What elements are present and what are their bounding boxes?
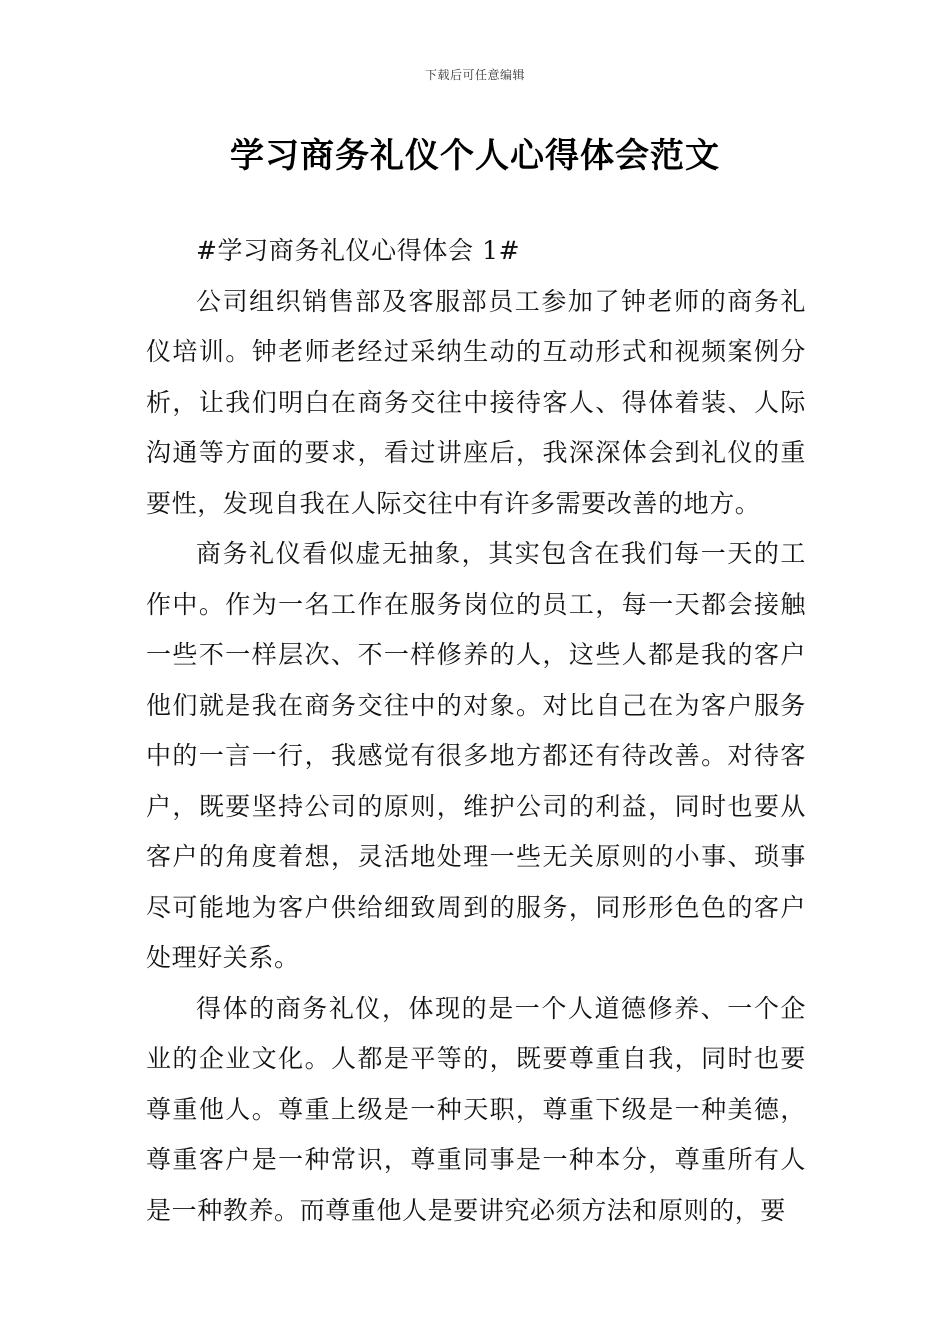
paragraph: 公司组织销售部及客服部员工参加了钟老师的商务礼仪培训。钟老师老经过采纳生动的互动形式和视频案例分析，让我们明白在商务交往中接待客人、得体着装、人际沟通等方面的要求，看过讲座后，我深深体会到礼仪的重要性，发现自我在人际交往中有许多需要改善的地方。 bbox=[146, 286, 806, 518]
document-body bbox=[146, 226, 806, 1236]
paragraph: 商务礼仪看似虚无抽象，其实包含在我们每一天的工作中。作为一名工作在服务岗位的员工，每一天都会接触一些不一样层次、不一样修养的人，这些人都是我的客户他们就是我在商务交往中的对象。对比自己在为客户服务中的一言一行，我感觉有很多地方都还有待改善。对待客户，既要坚持公司的原则，维护公司的利益，同时也要从客户的角度着想，灵活地处理一些无关原则的小事、琐事尽可能地为客户供给细致周到的服务，同形形色色的客户处理好关系。 bbox=[146, 539, 806, 972]
paragraph: 得体的商务礼仪，体现的是一个人道德修养、一个企业的企业文化。人都是平等的，既要尊重自我，同时也要尊重他人。尊重上级是一种天职，尊重下级是一种美德，尊重客户是一种常识，尊重同事是一种本分，尊重所有人是一种教养。而尊重他人是要讲究必须方法和原则的，要 bbox=[146, 993, 806, 1225]
document-title: 学习商务礼仪个人心得体会范文 bbox=[230, 136, 720, 176]
header-note: 下载后可任意编辑 bbox=[424, 68, 525, 82]
section-heading: #学习商务礼仪心得体会 1# bbox=[196, 236, 521, 265]
